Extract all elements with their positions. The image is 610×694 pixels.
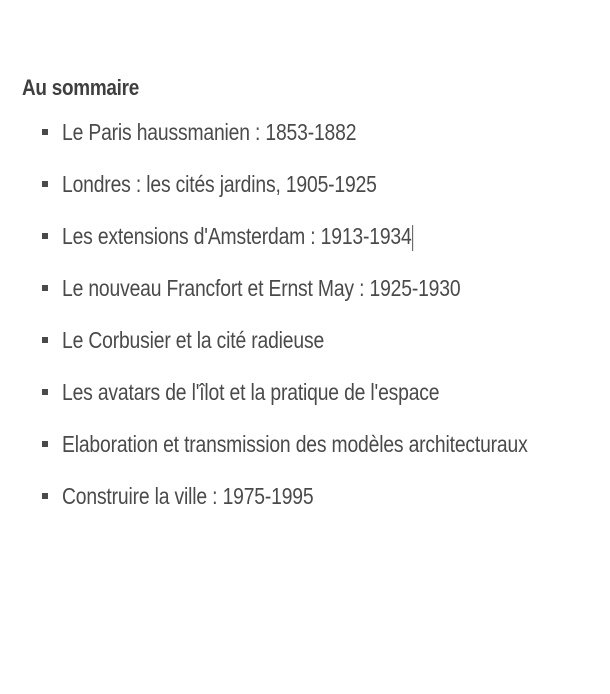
summary-list [22,116,592,532]
list-item-label: Le Paris haussmanien : 1853-1882 [62,119,357,145]
list-item-label: Construire la ville : 1975-1995 [62,483,314,509]
text-caret [412,225,413,251]
list-item [22,428,592,480]
list-item-label-text: Les extensions d'Amsterdam : 1913-1934 [62,223,412,249]
list-item [22,272,592,324]
square-bullet-icon [42,337,48,343]
square-bullet-icon [42,389,48,395]
list-item [22,116,592,168]
square-bullet-icon [42,441,48,447]
list-item-label: Elaboration et transmission des modèles architecturaux [62,431,528,457]
list-item-label-editable[interactable] [62,220,413,252]
list-item [22,168,592,220]
square-bullet-icon [42,285,48,291]
square-bullet-icon [42,129,48,135]
summary-section [22,72,592,532]
list-item [22,324,592,376]
list-item-label: Le Corbusier et la cité radieuse [62,327,325,353]
list-item-label: Londres : les cités jardins, 1905-1925 [62,171,377,197]
list-item [22,480,592,532]
list-item-label: Les avatars de l'îlot et la pratique de l'espace [62,379,440,405]
list-item [22,376,592,428]
square-bullet-icon [42,181,48,187]
list-item-label: Le nouveau Francfort et Ernst May : 1925-1930 [62,275,461,301]
square-bullet-icon [42,233,48,239]
summary-heading: Au sommaire [22,75,140,100]
list-item[interactable] [22,220,592,272]
square-bullet-icon [42,493,48,499]
